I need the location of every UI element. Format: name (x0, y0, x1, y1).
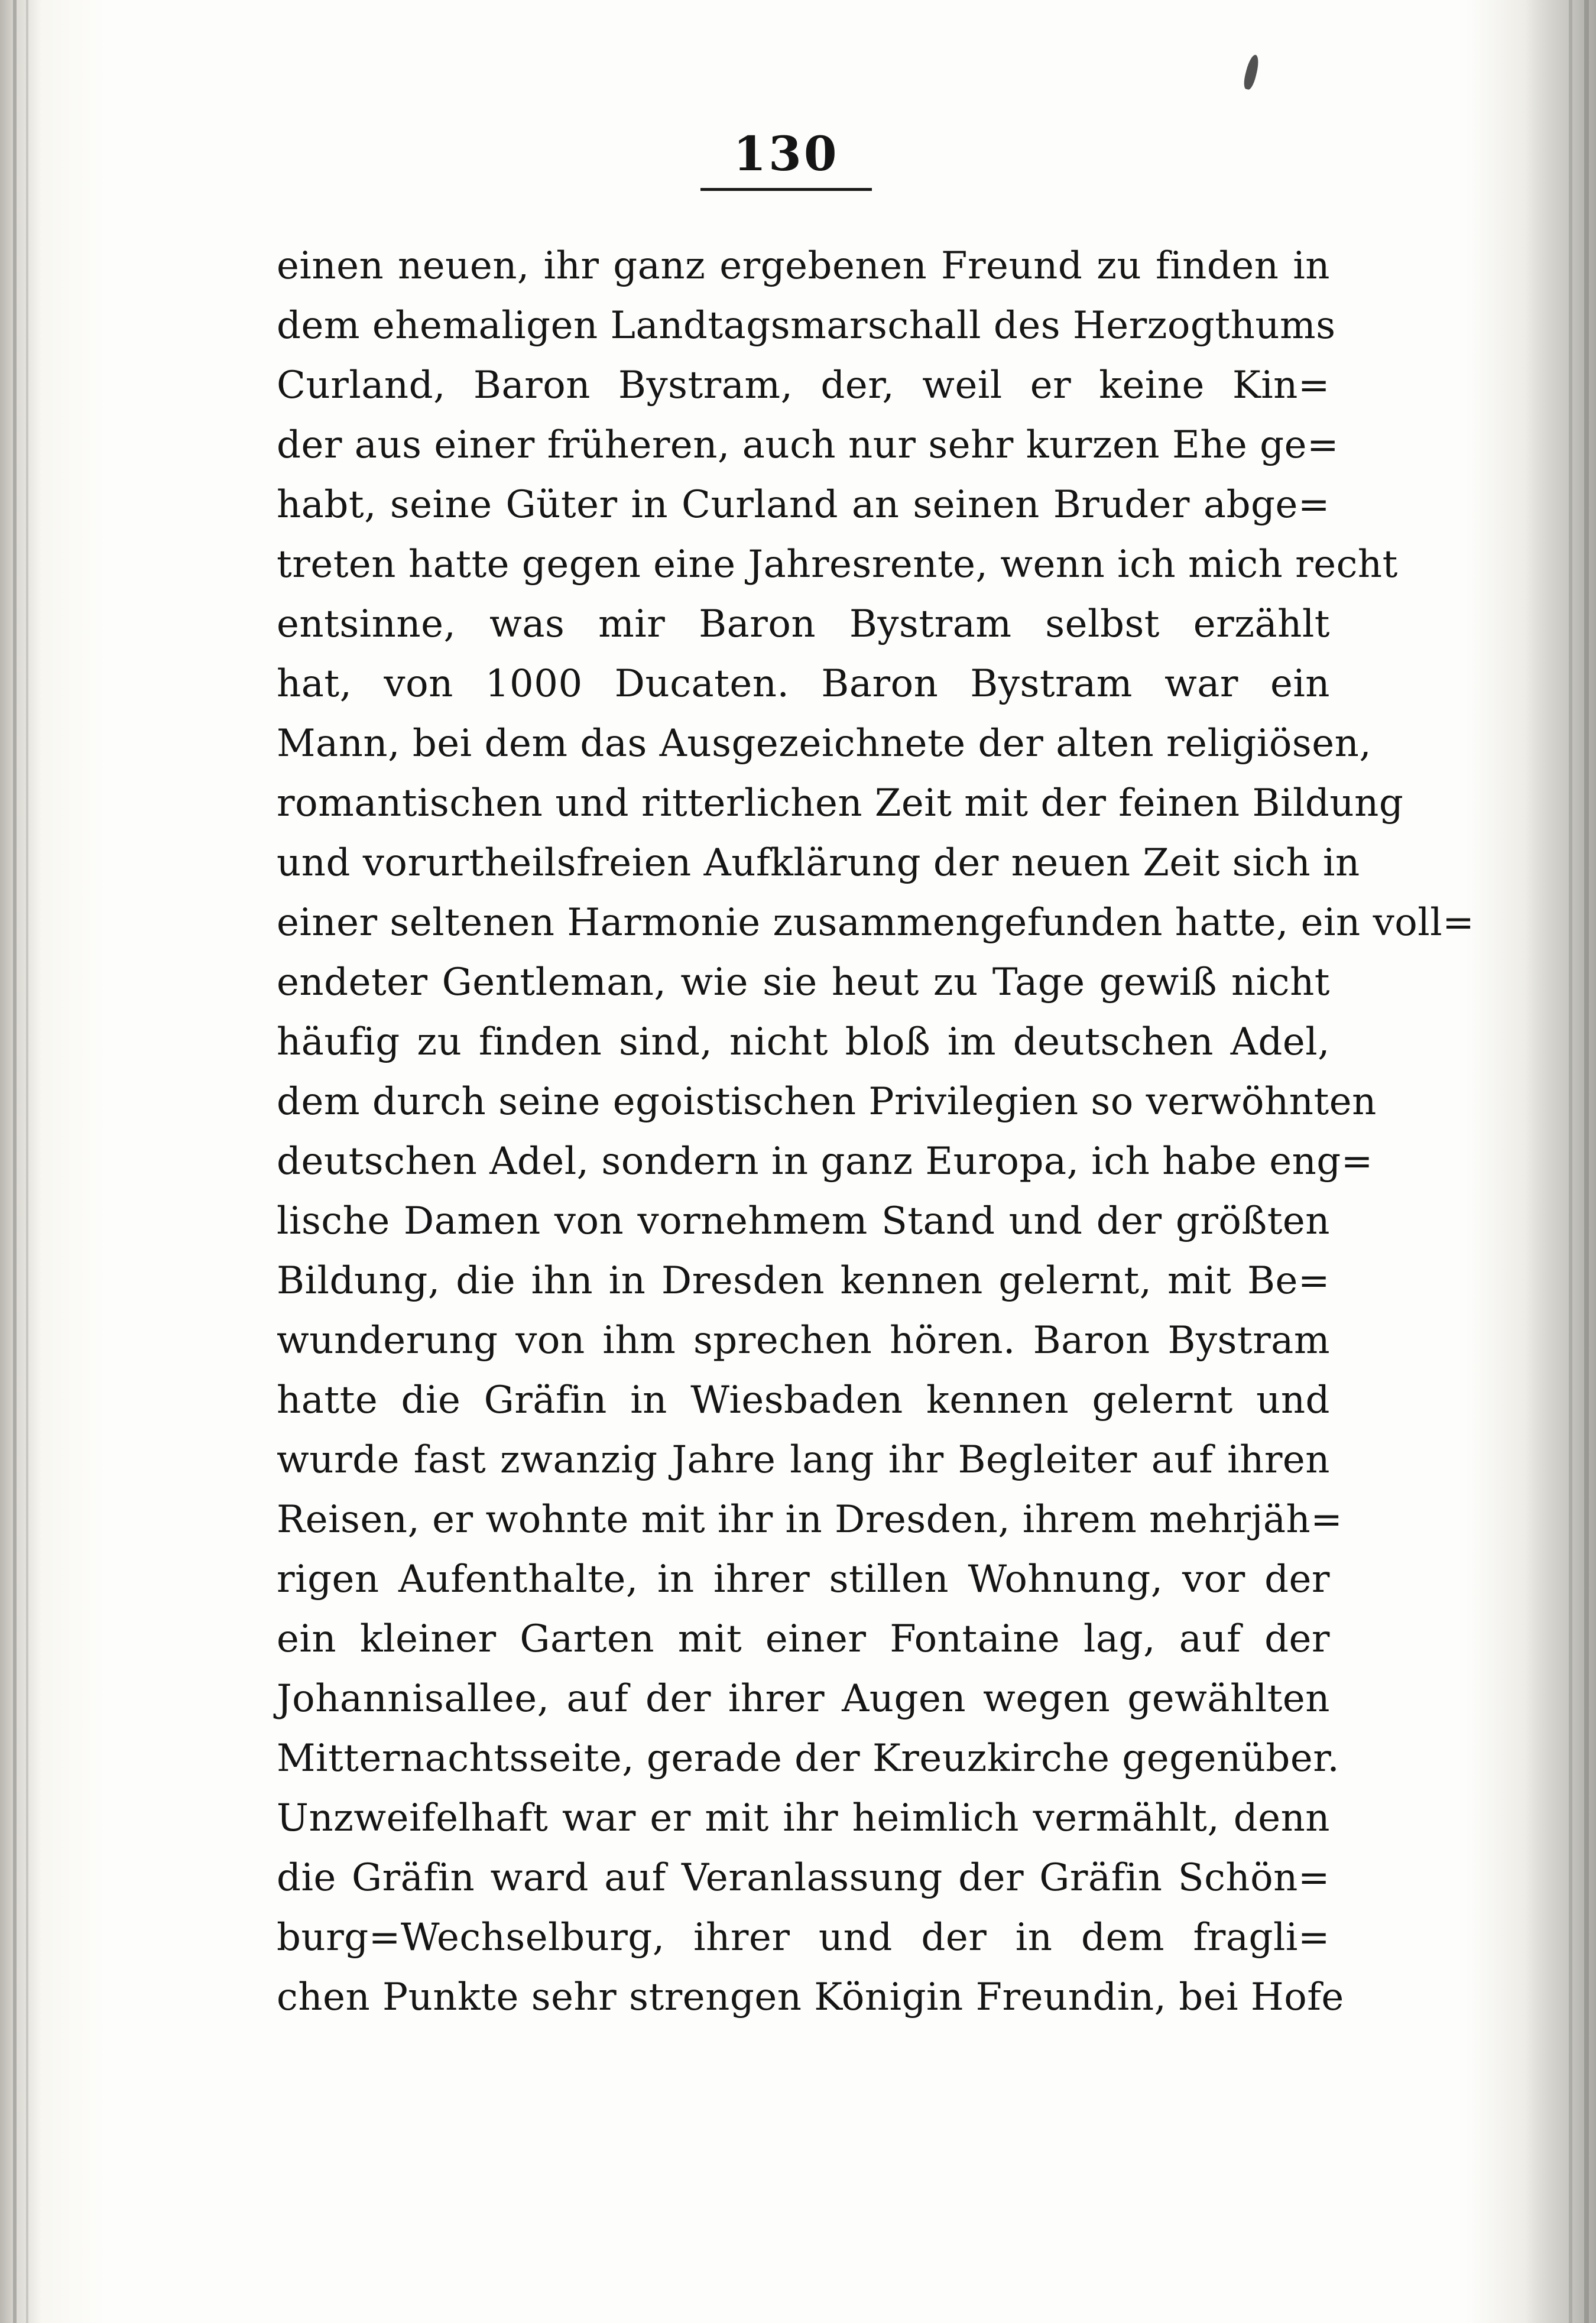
body-text (277, 236, 1475, 2027)
ink-mark (1242, 54, 1261, 91)
text-line: deutschen Adel, sondern in ganz Europa, ich habe eng= (277, 1140, 1373, 1183)
text-line: dem ehemaligen Landtagsmarschall des Herzogthums (277, 304, 1336, 348)
text-line: Curland, Baron Bystram, der, weil er keine Kin= (277, 364, 1330, 407)
text-line: chen Punkte sehr strengen Königin Freundin, bei Hofe (277, 1975, 1344, 2019)
text-line: einer seltenen Harmonie zusammengefunden hatte, ein voll= (277, 901, 1475, 945)
text-line: Johannisallee, auf der ihrer Augen wegen gewählten (277, 1677, 1330, 1721)
page-edge-line (1584, 0, 1589, 2323)
text-line: wunderung von ihm sprechen hören. Baron Bystram (277, 1319, 1330, 1362)
page-number: 130 (733, 126, 839, 181)
text-line: rigen Aufenthalte, in ihrer stillen Wohnung, vor der (277, 1558, 1330, 1601)
text-line: burg=Wechselburg, ihrer und der in dem fragli= (277, 1916, 1330, 1959)
text-line: dem durch seine egoistischen Privilegien so verwöhnten (277, 1080, 1377, 1124)
text-line: treten hatte gegen eine Jahresrente, wenn ich mich recht (277, 543, 1398, 586)
text-line: lische Damen von vornehmem Stand und der größten (277, 1199, 1330, 1243)
text-line: Reisen, er wohnte mit ihr in Dresden, ihrem mehrjäh= (277, 1498, 1343, 1542)
text-line: Mitternachtsseite, gerade der Kreuzkirche gegenüber. (277, 1737, 1340, 1780)
text-line: häufig zu finden sind, nicht bloß im deutschen Adel, (277, 1020, 1330, 1064)
text-line: endeter Gentleman, wie sie heut zu Tage gewiß nicht (277, 961, 1330, 1004)
binding-edge-line (13, 0, 17, 2323)
text-line: einen neuen, ihr ganz ergebenen Freund zu finden in (277, 244, 1330, 288)
text-line: hatte die Gräfin in Wiesbaden kennen gelernt und (277, 1378, 1330, 1422)
page-edge-line (1569, 0, 1572, 2323)
text-line: wurde fast zwanzig Jahre lang ihr Begleiter auf ihren (277, 1438, 1330, 1482)
page-number-rule (700, 188, 872, 191)
page-gutter-left (0, 0, 41, 2323)
text-line: entsinne, was mir Baron Bystram selbst erzählt (277, 602, 1330, 646)
text-line: habt, seine Güter in Curland an seinen Bruder abge= (277, 483, 1330, 527)
binding-edge-line (26, 0, 28, 2323)
text-line: Mann, bei dem das Ausgezeichnete der alten religiösen, (277, 722, 1372, 765)
text-line: ein kleiner Garten mit einer Fontaine lag, auf der (277, 1617, 1330, 1661)
text-line: der aus einer früheren, auch nur sehr kurzen Ehe ge= (277, 423, 1339, 467)
text-line: hat, von 1000 Ducaten. Baron Bystram war ein (277, 662, 1330, 706)
text-line: die Gräfin ward auf Veranlassung der Gräfin Schön= (277, 1856, 1330, 1900)
text-line: Bildung, die ihn in Dresden kennen gelernt, mit Be= (277, 1259, 1330, 1303)
text-line: romantischen und ritterlichen Zeit mit der feinen Bildung (277, 781, 1404, 825)
text-line: Unzweifelhaft war er mit ihr heimlich vermählt, denn (277, 1796, 1330, 1840)
text-line: und vorurtheilsfreien Aufklärung der neuen Zeit sich in (277, 841, 1360, 885)
